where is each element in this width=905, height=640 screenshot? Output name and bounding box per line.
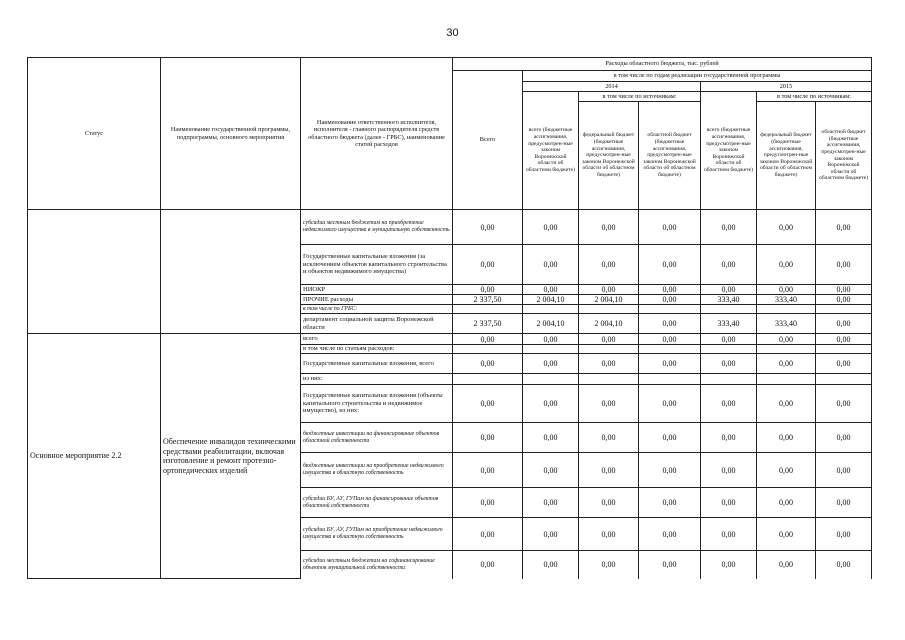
value-2014-total: 0,00 — [523, 334, 579, 345]
value-2014-regional — [639, 345, 701, 354]
value-2014-regional: 0,00 — [639, 385, 701, 423]
value-2015-federal: 0,00 — [757, 518, 816, 551]
value-2015-regional: 0,00 — [816, 245, 872, 285]
value-2014-federal: 0,00 — [579, 354, 639, 374]
value-2015-total: 0,00 — [701, 385, 757, 423]
value-2015-federal: 0,00 — [757, 551, 816, 579]
row-item: субсидии БУ, АУ, ГУПам на приобретение недвижимого имущества в областную собственность — [301, 518, 453, 551]
value-2015-total: 0,00 — [701, 285, 757, 295]
value-2014-regional — [639, 305, 701, 314]
value-2015-regional — [816, 305, 872, 314]
row-item: Государственные капитальные вложения (объекты капитального строительства и недвижимое имущество), из них: — [301, 385, 453, 423]
value-2014-federal: 0,00 — [579, 245, 639, 285]
row-item: Государственные капитальные вложения (за исключением объектов капитального строительства и объектов недвижимого имущества) — [301, 245, 453, 285]
value-2014-federal: 0,00 — [579, 385, 639, 423]
value-2015-regional — [816, 345, 872, 354]
value-2014-regional: 0,00 — [639, 551, 701, 579]
value-2014-total — [523, 305, 579, 314]
row-item: ПРОЧИЕ расходы — [301, 295, 453, 305]
row-item: бюджетные инвестиции на приобретение недвижимого имущества в областную собственность — [301, 453, 453, 488]
header-2015-total: всего (бюджетные ассигнования, предусмотрен-ные законом Воронежской области об областном бюджете) — [701, 92, 757, 210]
value-2014-regional: 0,00 — [639, 423, 701, 453]
value-total: 0,00 — [453, 245, 523, 285]
value-2015-total: 0,00 — [701, 488, 757, 518]
header-program-name: Наименование государственной программы, подпрограммы, основного мероприятия — [161, 58, 301, 210]
header-2014-by-sources: в том числе по источникам: — [579, 92, 701, 102]
value-2014-federal: 0,00 — [579, 518, 639, 551]
table-row — [28, 334, 872, 345]
value-total: 2 337,50 — [453, 314, 523, 334]
value-2015-regional: 0,00 — [816, 385, 872, 423]
value-2014-total: 0,00 — [523, 354, 579, 374]
value-total — [453, 374, 523, 385]
row-item: субсидии местным бюджетам на софинансирование объектов муниципальной собственности — [301, 551, 453, 579]
status-cell-continued — [28, 210, 161, 334]
value-2015-regional: 0,00 — [816, 518, 872, 551]
value-2014-regional: 0,00 — [639, 314, 701, 334]
value-total: 0,00 — [453, 423, 523, 453]
value-2015-total: 0,00 — [701, 354, 757, 374]
value-2014-regional: 0,00 — [639, 488, 701, 518]
value-2015-total: 0,00 — [701, 334, 757, 345]
value-2015-total — [701, 345, 757, 354]
value-2014-total: 0,00 — [523, 210, 579, 245]
value-2014-total: 0,00 — [523, 385, 579, 423]
page-number: 30 — [446, 27, 459, 39]
value-2015-federal: 0,00 — [757, 245, 816, 285]
value-2015-federal: 333,40 — [757, 295, 816, 305]
value-2014-regional: 0,00 — [639, 334, 701, 345]
header-2015-by-sources: в том числе по источникам: — [757, 92, 872, 102]
value-2014-regional: 0,00 — [639, 210, 701, 245]
value-2015-federal: 0,00 — [757, 285, 816, 295]
value-total — [453, 305, 523, 314]
value-2015-regional: 0,00 — [816, 285, 872, 295]
value-2014-federal: 0,00 — [579, 551, 639, 579]
value-2015-regional: 0,00 — [816, 453, 872, 488]
value-2014-total — [523, 374, 579, 385]
value-total: 0,00 — [453, 488, 523, 518]
value-2015-federal: 0,00 — [757, 334, 816, 345]
value-2014-federal: 2 004,10 — [579, 314, 639, 334]
value-2015-federal — [757, 374, 816, 385]
header-status: Статус — [28, 58, 161, 210]
value-2015-total: 0,00 — [701, 245, 757, 285]
value-total: 0,00 — [453, 334, 523, 345]
header-2014-total: всего (бюджетные ассигнования, предусмотрен-ные законом Воронежской области об областном бюджете) — [523, 92, 579, 210]
value-total: 0,00 — [453, 354, 523, 374]
program-cell-continued — [161, 210, 301, 334]
budget-table — [27, 57, 872, 579]
value-total: 0,00 — [453, 518, 523, 551]
value-2015-federal: 0,00 — [757, 423, 816, 453]
value-2015-total: 0,00 — [701, 210, 757, 245]
value-2015-federal — [757, 305, 816, 314]
value-2014-federal: 0,00 — [579, 334, 639, 345]
value-2015-federal: 0,00 — [757, 354, 816, 374]
header-2015-federal: федеральный бюджет (бюджетные ассигнования, предусмотрен-ные законом Воронежской области об областном бюджете) — [757, 102, 816, 210]
value-2014-regional — [639, 374, 701, 385]
header-2014-federal: федеральный бюджет (бюджетные ассигнования, предусмотрен-ные законом Воронежской области об областном бюджете) — [579, 102, 639, 210]
value-2015-total: 333,40 — [701, 295, 757, 305]
value-2015-total: 0,00 — [701, 423, 757, 453]
value-2014-total: 0,00 — [523, 518, 579, 551]
value-2015-total — [701, 305, 757, 314]
value-2015-total: 0,00 — [701, 453, 757, 488]
value-total: 0,00 — [453, 285, 523, 295]
value-2014-regional: 0,00 — [639, 285, 701, 295]
row-item: Государственные капитальные вложения, всего — [301, 354, 453, 374]
value-2015-regional: 0,00 — [816, 334, 872, 345]
value-2015-regional: 0,00 — [816, 295, 872, 305]
value-2015-federal: 333,40 — [757, 314, 816, 334]
value-2014-total: 2 004,10 — [523, 314, 579, 334]
value-2014-regional: 0,00 — [639, 453, 701, 488]
value-2014-total: 0,00 — [523, 453, 579, 488]
value-2015-regional: 0,00 — [816, 551, 872, 579]
row-item: НИОКР — [301, 285, 453, 295]
value-total: 0,00 — [453, 210, 523, 245]
value-2014-federal: 0,00 — [579, 488, 639, 518]
header-2014-regional: областной бюджет (бюджетные ассигнования, предусмотрен-ные законом Воронежской области об областном бюджете) — [639, 102, 701, 210]
value-2014-federal — [579, 345, 639, 354]
value-2014-federal: 0,00 — [579, 453, 639, 488]
value-2015-regional — [816, 374, 872, 385]
row-item: в том числе по статьям расходов: — [301, 345, 453, 354]
value-total: 0,00 — [453, 551, 523, 579]
value-2014-federal: 0,00 — [579, 210, 639, 245]
value-2015-total: 0,00 — [701, 551, 757, 579]
value-2015-federal: 0,00 — [757, 210, 816, 245]
row-item: всего — [301, 334, 453, 345]
value-2015-federal: 0,00 — [757, 488, 816, 518]
row-item: субсидии местным бюджетам на приобретение недвижимого имущества в муниципальную собственность — [301, 210, 453, 245]
value-2014-total: 0,00 — [523, 423, 579, 453]
table-body — [28, 210, 872, 579]
value-2014-federal: 0,00 — [579, 285, 639, 295]
value-2015-federal: 0,00 — [757, 385, 816, 423]
value-2014-regional: 0,00 — [639, 354, 701, 374]
value-2015-federal: 0,00 — [757, 453, 816, 488]
value-2014-federal: 0,00 — [579, 423, 639, 453]
value-2014-total — [523, 345, 579, 354]
value-2014-total: 0,00 — [523, 285, 579, 295]
status-cell: Основное мероприятие 2.2 — [28, 334, 161, 579]
value-2014-total: 0,00 — [523, 488, 579, 518]
value-2014-regional: 0,00 — [639, 518, 701, 551]
header-executor: Наименование ответственного исполнителя, исполнителя - главного распорядителя средств областного бюджета (далее - ГРБС), наименование статей расходов — [301, 58, 453, 210]
header-by-years: в том числе по годам реализации государственной программы — [523, 71, 872, 82]
value-2014-total: 0,00 — [523, 551, 579, 579]
value-2015-regional: 0,00 — [816, 354, 872, 374]
value-2015-total: 333,40 — [701, 314, 757, 334]
value-total: 2 337,50 — [453, 295, 523, 305]
header-year-2015: 2015 — [701, 82, 872, 92]
value-total: 0,00 — [453, 385, 523, 423]
table-row — [28, 210, 872, 245]
value-2015-total — [701, 374, 757, 385]
row-item: субсидии БУ, АУ, ГУПам на финансирование объектов областной собственности — [301, 488, 453, 518]
value-total: 0,00 — [453, 453, 523, 488]
header-budget-title: Расходы областного бюджета, тыс. рублей — [453, 58, 872, 71]
header-year-2014: 2014 — [523, 82, 701, 92]
value-2015-regional: 0,00 — [816, 423, 872, 453]
value-total — [453, 345, 523, 354]
row-item: в том числе по ГРБС: — [301, 305, 453, 314]
value-2014-regional: 0,00 — [639, 295, 701, 305]
value-2015-regional: 0,00 — [816, 210, 872, 245]
value-2014-total: 0,00 — [523, 245, 579, 285]
header-total: Всего — [453, 71, 523, 210]
row-item: департамент социальной защиты Воронежской области — [301, 314, 453, 334]
header-2015-regional: областной бюджет (бюджетные ассигнования, предусмотрен-ные законом Воронежской области об областном бюджете) — [816, 102, 872, 210]
row-item: бюджетные инвестиции на финансирование объектов областной собственности — [301, 423, 453, 453]
value-2014-federal — [579, 374, 639, 385]
value-2014-federal — [579, 305, 639, 314]
value-2015-regional: 0,00 — [816, 314, 872, 334]
row-item: из них: — [301, 374, 453, 385]
value-2015-federal — [757, 345, 816, 354]
value-2014-federal: 2 004,10 — [579, 295, 639, 305]
value-2015-total: 0,00 — [701, 518, 757, 551]
value-2014-regional: 0,00 — [639, 245, 701, 285]
program-cell: Обеспечение инвалидов техническими средствами реабилитации, включая изготовление и ремонт протезно-ортопедических изделий — [161, 334, 301, 579]
value-2014-total: 2 004,10 — [523, 295, 579, 305]
value-2015-regional: 0,00 — [816, 488, 872, 518]
